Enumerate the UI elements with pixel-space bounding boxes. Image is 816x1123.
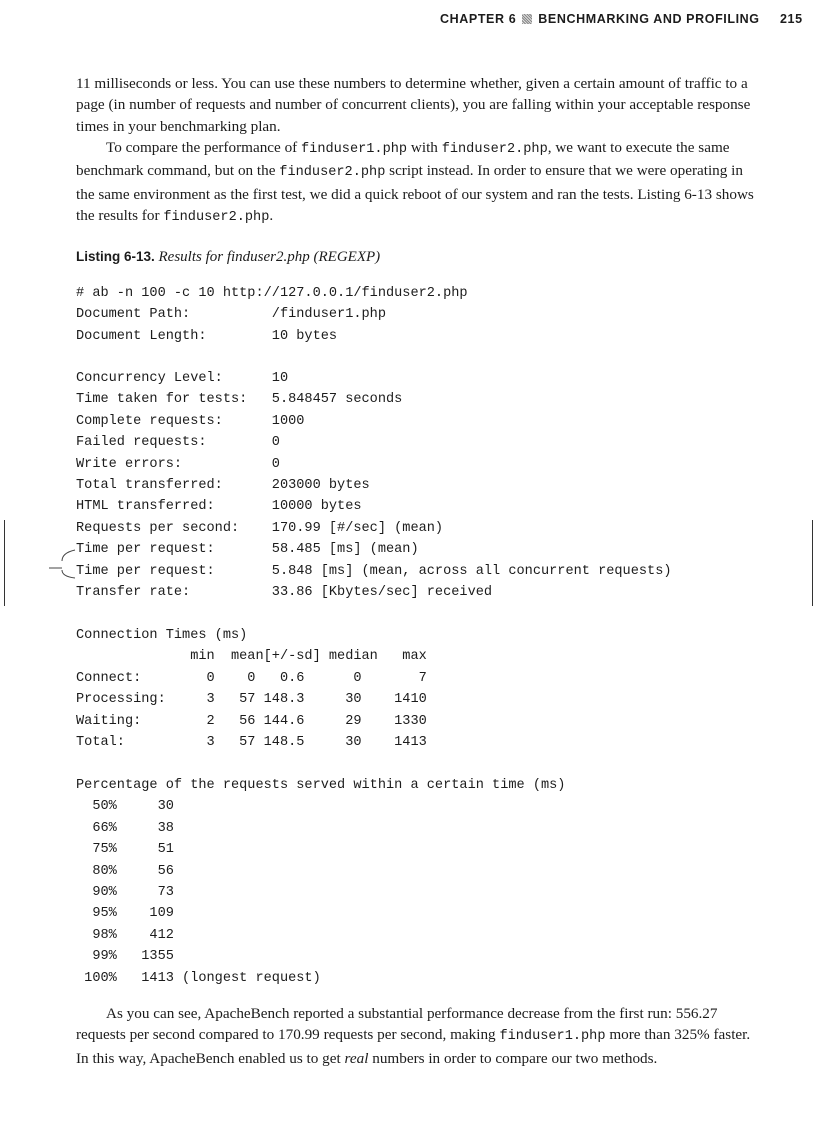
code-stats-block: Concurrency Level: 10 Time taken for tests: 5.848457 seconds Complete requests: 1000 Failed requests: 0 Write errors: 0 Total transferred: 203000 bytes HTML transferred: 10000 bytes Requests per second: 170.99 [#/sec] (mean) Time per request: 58.485 [ms] (mean) Time per request: 5.848 [ms] (mean, across all concurrent requests) Transfer rate: 33.86 [Kbytes/sec] received [76,371,672,601]
scan-edge-right [812,520,813,606]
chapter-title: BENCHMARKING AND PROFILING [538,12,760,26]
paragraph-conclusion [76,1003,756,1069]
inline-code: finduser2.php [441,142,548,157]
emphasis: real [344,1049,369,1067]
code-percentiles: Percentage of the requests served within a certain time (ms) 50% 30 66% 38 75% 51 80% 56 90% 73 95% 109 98% 412 99% 1355 100% 1413 (longest request) [76,778,566,986]
paragraph-intro: 11 milliseconds or less. You can use these numbers to determine whether, given a certain amount of traffic to a page (in number of requests and number of concurrent clients), you are falling within your acceptable response times in your benchmarking plan. [76,75,751,135]
text-run: with [407,139,442,156]
separator-icon [522,14,532,24]
text-run: To compare the performance of [106,139,302,156]
code-connection-times: Connection Times (ms) min mean[+/-sd] median max Connect: 0 0 0.6 0 7 Processing: 3 57 148.3 30 1410 Waiting: 2 56 144.6 29 1330 Total: 3 57 148.5 30 1413 [76,628,427,751]
scan-edge-left [4,520,5,606]
inline-code: finduser1.php [499,1029,606,1045]
inline-code: finduser2.php [279,165,386,181]
text-run: . [269,207,274,225]
chapter-number: CHAPTER 6 [440,12,517,26]
listing-label: Listing 6-13. [76,249,155,264]
code-command-block: # ab -n 100 -c 10 http://127.0.0.1/finduser2.php Document Path: /finduser1.php Document Length: 10 bytes [76,286,468,344]
page-number: 215 [780,12,803,26]
listing-caption: Results for finduser2.php (REGEXP) [158,249,381,265]
text-run: , we want to execute the same benchmark command, but on the [76,139,730,180]
inline-code: finduser1.php [301,142,408,157]
chapter-heading [440,12,760,26]
text-run: script instead. In order to ensure that we were operating in the same environment as the first test, we did a quick reboot of our system and ran the tests. Listing 6-13 shows the results for [76,162,754,225]
text-run: As you can see, ApacheBench reported a substantial performance decrease from the first run: 556.27 requests per second compared to 170.99 requests per second, making [76,1005,718,1044]
paragraph-compare [76,137,756,229]
text-run: more than 325% faster. In this way, ApacheBench enabled us to get [76,1026,751,1067]
text-run: numbers in order to compare our two methods. [368,1049,658,1067]
bracket-mark-icon [48,548,78,580]
running-header [0,12,816,32]
inline-code: finduser2.php [163,210,270,226]
listing-title [76,249,380,266]
